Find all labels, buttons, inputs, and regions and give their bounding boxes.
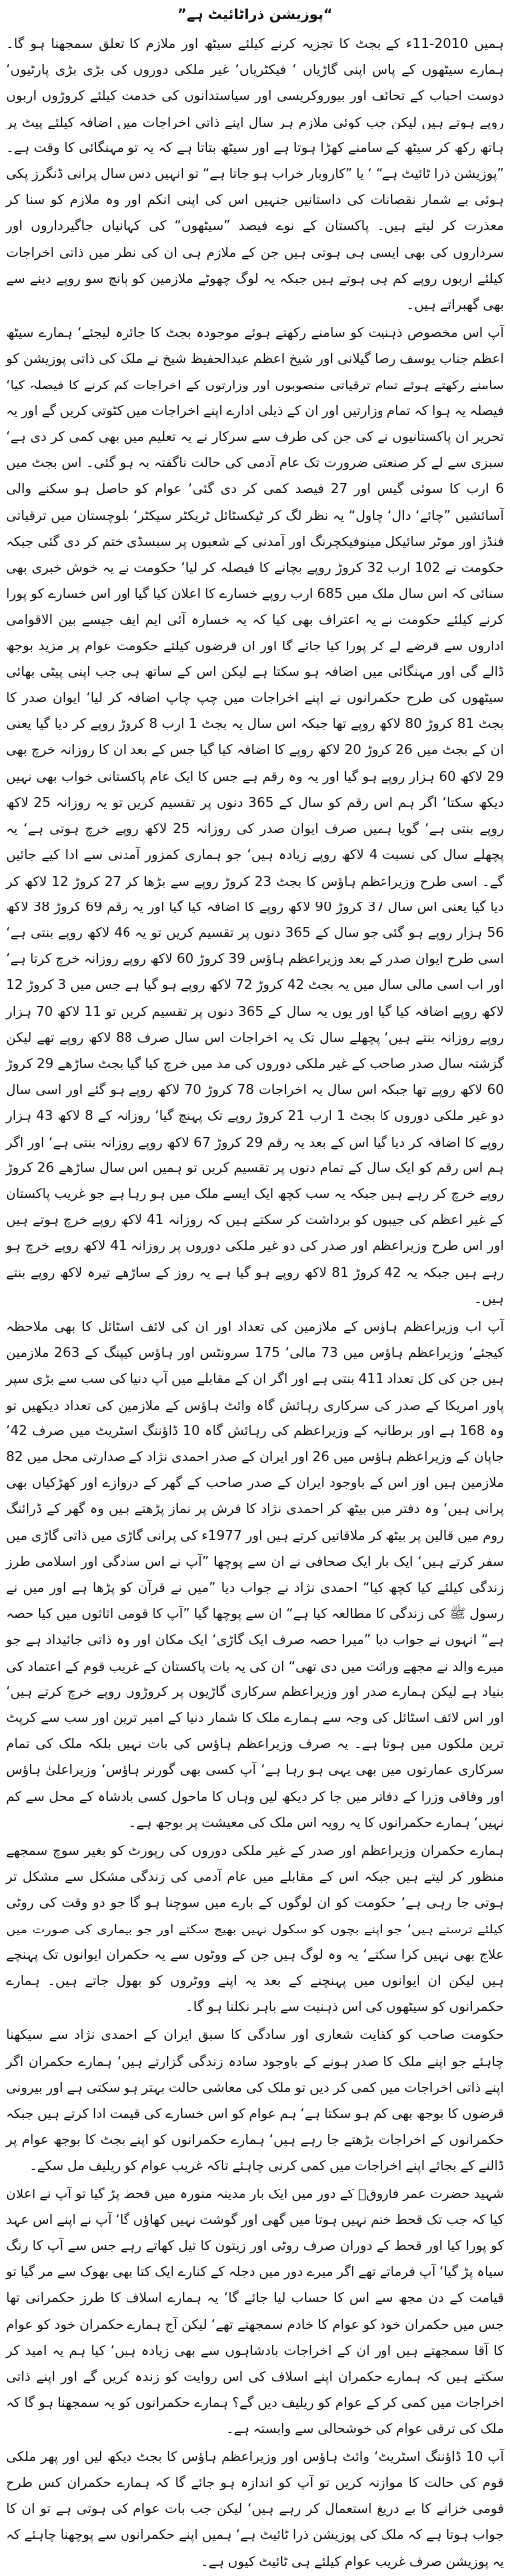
article-paragraph: شہید حضرت عمر فاروقؓ کے دور میں ایک بار مدینہ منورہ میں قحط پڑ گیا تو آپ نے اعلان کیا کہ جب تک قحط ختم نہیں ہوتا میں گھی اور گوشت نہیں کھاؤں گا‘ آپ نے اپنے اس عہد کو پورا کیا اور قحط کے دوران صرف روٹی اور زیتون کا تیل کھاتے رہے جس سے آپ کا رنگ سیاہ پڑ گیا‘ آپ فرماتے تھے اگر میرے دور میں دجلہ کے کنارے ایک کتا بھی بھوک سے مر گیا تو قیامت کے دن مجھ سے اس کا حساب لیا جائے گا‘ یہ ہمارے اسلاف کا طرز حکمرانی تھا جس میں حکمران خود کو عوام کا خادم سمجھتے تھے‘ لیکن آج ہمارے حکمران خود کو عوام کا آقا سمجھتے ہیں اور ان کے اخراجات بادشاہوں سے بھی زیادہ ہیں‘ کیا ہم یہ امید کر سکتے ہیں کہ ہمارے حکمران اپنے اسلاف کی اس روایت کو زندہ کریں گے اور اپنے ذاتی اخراجات میں کمی کر کے عوام کو ریلیف دیں گے؟ ہمارے حکمرانوں کو یہ سمجھنا ہو گا کہ ملک کی ترقی عوام کی خوشحالی سے وابستہ ہے۔ bbox=[6, 2187, 504, 2438]
article-paragraph: آپ 10 ڈاؤننگ اسٹریٹ‘ وائٹ ہاؤس اور وزیراعظم ہاؤس کا بجٹ دیکھ لیں اور پھر ملکی قوم کی حالت کا موازنہ کریں تو آپ کو اندازہ ہو جائے گا کہ ہمارے حکمران کس طرح قومی خزانے کا بے دریغ استعمال کر رہے ہیں‘ لیکن جب بات عوام کی ہوتی ہے تو ان کا جواب ہوتا ہے کہ ملک کی پوزیشن ذرا ٹائیٹ ہے‘ ہمیں اپنے حکمرانوں سے پوچھنا چاہئے کہ یہ پوزیشن صرف غریب عوام کیلئے ہی ٹائیٹ کیوں ہے۔ bbox=[6, 2449, 504, 2570]
article-paragraph: ہمارے حکمران وزیراعظم اور صدر کے غیر ملکی دوروں کی رپورٹ کو بغیر سوچ سمجھے منظور کر لیتے ہیں جبکہ اس کے مقابلے میں عام آدمی کی زندگی مشکل سے مشکل تر ہوتی جا رہی ہے‘ حکومت کو ان لوگوں کے بارے میں سوچنا ہو گا جو دو وقت کی روٹی کیلئے ترستے ہیں‘ جو اپنے بچوں کو سکول نہیں بھیج سکتے اور جو بیماری کی صورت میں علاج بھی نہیں کرا سکتے‘ یہ وہ لوگ ہیں جن کے ووٹوں سے یہ حکمران ایوانوں تک پہنچے ہیں لیکن ان ایوانوں میں پہنچنے کے بعد یہ اپنے ووٹروں کو بھول جاتے ہیں۔ ہمارے حکمرانوں کو سیٹھوں کی اس ذہنیت سے باہر نکلنا ہو گا۔ bbox=[6, 1844, 504, 2016]
article-headline: “پوزیشن ذراٹائیٹ ہے” bbox=[177, 7, 333, 23]
article-paragraph: آپ اب وزیراعظم ہاؤس کے ملازمین کی تعداد اور ان کی لائف اسٹائل کا بھی ملاحظہ کیجئے‘ وزیراعظم ہاؤس میں 73 مالی‘ 175 سرونٹس اور ہاؤس کیپنگ کے 263 ملازمین ہیں جن کی کل تعداد 411 بنتی ہے اور اگر ان کے مقابلے میں آپ دنیا کی سب سے بڑی سپر پاور امریکا کے صدر کی سرکاری رہائش گاہ وائٹ ہاؤس کے ملازمین کی تعداد دیکھیں تو وہ 168 ہے اور برطانیہ کے وزیراعظم کی رہائش گاہ 10 ڈاؤننگ اسٹریٹ میں صرف 42‘ جاپان کے وزیراعظم ہاؤس میں 26 اور ایران کے صدر احمدی نژاد کے صدارتی محل میں 82 ملازمین ہیں اور اس کے باوجود ایران کے صدر صاحب کے گھر کے دروازے اور کھڑکیاں بھی پرانی ہیں‘ وہ دفتر میں بیٹھ کر احمدی نژاد کا فرش پر نماز پڑھتے ہیں وہ گھر کے ڈرائنگ روم میں قالین پر بیٹھ کر ملاقاتیں کرتے ہیں اور 1977ء کی پرانی گاڑی میں ذاتی گاڑی میں سفر کرتے ہیں‘ ایک بار ایک صحافی نے ان سے پوچھا ”آپ نے اس سادگی اور اسلامی طرز زندگی کیلئے کیا کچھ کیا“ احمدی نژاد نے جواب دیا ”میں نے قرآن کو پڑھا ہے اور میں نے رسول ﷺ کی زندگی کا مطالعہ کیا ہے“ ان سے پوچھا گیا ”آپ کا قومی اثاثوں میں کیا حصہ ہے“ انہوں نے جواب دیا ”میرا حصہ صرف ایک گاڑی‘ ایک مکان اور وہ ذاتی جائیداد ہے جو میرے والد نے مجھے وراثت میں دی تھی“ ان کی یہ بات پاکستان کے غریب قوم کے اعتماد کی بنیاد ہے لیکن ہمارے صدر اور وزیراعظم سرکاری گاڑیوں پر کروڑوں روپے خرچ کرتے ہیں‘ اور اس لائف اسٹائل کی وجہ سے ہمارے ملک کا شمار دنیا کے امیر ترین اور سب سے کرپٹ ترین ملکوں میں ہوتا ہے۔ یہ صرف وزیراعظم ہاؤس کی بات نہیں بلکہ ملک کی تمام سرکاری عمارتوں میں بھی یہی ہو رہا ہے‘ آپ کسی بھی گورنر ہاؤس‘ وزیراعلیٰ ہاؤس اور وفاقی وزرا کے دفاتر میں جا کر دیکھ لیں وہاں کا ماحول کسی بادشاہ کے محل سے کم نہیں‘ ہمارے حکمرانوں کا یہ رویہ اس ملک کی معیشت پر بوجھ ہے۔ bbox=[6, 1319, 505, 1831]
article-paragraph: ہمیں 2010-11ء کے بجٹ کا تجزیہ کرنے کیلئے سیٹھ اور ملازم کا تعلق سمجھنا ہو گا۔ہمارے سیٹھوں کے پاس اپنی گاڑیاں ‘ فیکٹریاں‘ غیر ملکی دوروں کی بڑی بڑی پارٹیوں‘ دوست احباب کے تحائف اور بیوروکریسی اور سیاستدانوں کی خدمت کیلئے کروڑوں اربوں روپے ہوتے ہیں لیکن جب کوئی ملازم ہر سال اپنے ذاتی اخراجات میں اضافہ کیلئے پیٹ پر ہاتھ رکھ کر سیٹھ کے سامنے کھڑا ہوتا ہے اور سیٹھ بتاتا ہے کہ یہ تو مہنگائی کا وقت ہے۔ ”پوزیشن ذرا ٹائیٹ ہے“ ‘ یا ”کاروبار خراب ہو جاتا ہے“ تو انہیں دس سال پرانی ڈنگرز پکی ہوئی بے شمار نقصانات کی داستانیں جنہیں اس کی اپنی انکم اور وہ ملازم کو سنا کر معذرت کر لیتے ہیں۔ پاکستان کے نوے فیصد ”سیٹھوں“ کی کہانیاں جاگیرداروں اور سرداروں کی بھی ایسی ہی ہوتی ہیں جن کے ملازم ہی ان کی نظر میں ذاتی اخراجات کیلئے اربوں روپے کم ہی ہوتے ہیں جبکہ یہ لوگ چھوٹے ملازمین کو پانچ سو روپے دینے سے بھی گھبراتے ہیں۔ bbox=[6, 37, 505, 314]
article-paragraph: حکومت صاحب کو کفایت شعاری اور سادگی کا سبق ایران کے احمدی نژاد سے سیکھنا چاہئے جو اپنے ملک کا صدر ہونے کے باوجود سادہ زندگی گزارتے ہیں‘ ہمارے حکمران اگر اپنے ذاتی اخراجات میں کمی کر دیں تو ملک کی معاشی حالت بہتر ہو سکتی ہے اور بیرونی قرضوں کا بوجھ بھی کم ہو سکتا ہے‘ ہم عوام کو اس خسارے کی قیمت ادا کرتے ہیں جبکہ حکمرانوں کے اخراجات بڑھتے جا رہے ہیں‘ ہمارے حکمرانوں کو اپنے بجٹ کا بوجھ عوام پر ڈالنے کے بجائے اپنے اخراجات میں کمی کرنی چاہئے تاکہ غریب عوام کو ریلیف مل سکے۔ bbox=[6, 2028, 504, 2175]
article-paragraph: آپ اس مخصوص ذہنیت کو سامنے رکھتے ہوئے موجودہ بجٹ کا جائزہ لیجئے‘ ہمارے سیٹھ اعظم جناب یوسف رضا گیلانی اور شیخ اعظم عبدالحفیظ شیخ نے ملک کی ذاتی پوزیشن کو سامنے رکھتے ہوئے تمام ترقیاتی منصوبوں اور وزارتوں کے اخراجات کم کرنے کا فیصلہ کیا‘ فیصلہ یہ ہوا کہ تمام وزارتیں اور ان کے ذیلی ادارے اپنے اخراجات میں کٹوتی کریں گے اور یہ تحریر ان پاکستانیوں نے کی جن کی طرف سے سرکار نے یہ تعلیم میں بھی کمی کر دی ہے‘ سبزی سے لے کر صنعتی ضرورت تک عام آدمی کی حالت ناگفتہ بہ ہو گئی۔ اس بجٹ میں 6 ارب کا سوئی گیس اور 27 فیصد کمی کر دی گئی‘ عوام کو حاصل ہو سکنے والی آسائشیں ”چائے‘ دال‘ چاول“ یہ نظر لگ کر ٹیکسٹائل ٹریکٹر سیکٹر‘ بلوچستان میں ترقیاتی فنڈز اور موٹر سائیکل مینوفیکچرنگ اور آمدنی کے شعبوں پر سبسڈی ختم کر دی گئی جبکہ حکومت نے 102 ارب 32 کروڑ روپے بچانے کا فیصلہ کر لیا‘ حکومت نے یہ خوش خبری بھی سنائی کہ اس سال ملک میں 685 ارب روپے خسارے کا اعلان کیا گیا اور اس خسارے کو پورا کرنے کیلئے حکومت نے یہ اعتراف بھی کیا کہ یہ خسارہ آئی ایم ایف جیسے بین الاقوامی اداروں سے قرضے لے کر پورا کیا جائے گا اور ان قرضوں کیلئے حکومت عوام پر مزید بوجھ ڈالے گی اور مہنگائی میں اضافہ ہو سکتا ہے لیکن اس کے ساتھ ہی جب اپنی پیٹی بھائی سیٹھوں کی طرح حکمرانوں نے اپنے اخراجات میں چپ چاپ اضافہ کر لیا‘ ایوان صدر کا بجٹ 81 کروڑ 80 لاکھ روپے تھا جبکہ اس سال یہ بجٹ 1 ارب 8 کروڑ روپے کر دیا گیا یعنی ان کے بجٹ میں 26 کروڑ 20 لاکھ روپے کا اضافہ کیا گیا جس کے بعد ان کا روزانہ خرچ بھی 29 لاکھ 60 ہزار روپے ہو گیا اور یہ وہ رقم ہے جس کا ایک عام پاکستانی خواب بھی نہیں دیکھ سکتا‘ اگر ہم اس رقم کو سال کے 365 دنوں پر تقسیم کریں تو یہ روزانہ 25 لاکھ روپے بنتی ہے‘ گویا ہمیں صرف ایوان صدر کی روزانہ 25 لاکھ روپے خرچ ہوتی ہے‘ یہ پچھلے سال کی نسبت 4 لاکھ روپے زیادہ ہیں‘ جو ہماری کمزور آمدنی سے ادا کیے جائیں گے۔ اسی طرح وزیراعظم ہاؤس کا بجٹ 23 کروڑ روپے سے بڑھا کر 27 کروڑ 12 لاکھ کر دیا گیا یعنی اس سال 37 کروڑ 90 لاکھ روپے کا اضافہ کیا گیا اور یہ رقم 69 کروڑ 38 لاکھ 56 ہزار روپے ہو گئی جو سال کے 365 دنوں پر تقسیم کریں تو یہ 46 لاکھ روپے بنتی ہے‘ اسی طرح ایوان صدر کے بعد وزیراعظم ہاؤس 39 کروڑ 60 لاکھ روپے روزانہ خرچ کرتا ہے‘ اور اب اسی مالی سال میں یہ بجٹ 42 کروڑ 72 لاکھ روپے ہو گیا ہے جس میں 3 کروڑ 12 لاکھ روپے اضافہ کیا گیا اور یوں یہ سال کے 365 دنوں پر تقسیم کریں تو 11 لاکھ 70 ہزار روپے روزانہ بنتے ہیں‘ پچھلے سال تک یہ اخراجات اس سال صرف 88 لاکھ روپے تھے لیکن گزشتہ سال صدر صاحب کے غیر ملکی دوروں کی مد میں خرچ کیا گیا بجٹ ساڑھے 29 کروڑ 60 لاکھ روپے تھا جبکہ اس سال یہ اخراجات 78 کروڑ 70 لاکھ روپے ہو گئے اور اسی سال دو غیر ملکی دوروں کا بجٹ 1 ارب 21 کروڑ روپے تک پہنچ گیا‘ روزانہ کے 8 لاکھ 43 ہزار روپے کا اضافہ کر دیا گیا اس کے بعد یہ رقم 29 کروڑ 67 لاکھ روپے روزانہ بنتی ہے‘ اور اگر ہم اس رقم کو ایک سال کے تمام دنوں پر تقسیم کریں تو ہمیں اس سال ساڑھے 26 کروڑ روپے خرچ کر رہے ہیں جبکہ یہ سب کچھ ایک ایسے ملک میں ہو رہا ہے جو غریب پاکستان کے غیر اعظم کی جیبوں کو برداشت کر سکتے ہیں کہ روزانہ 41 لاکھ روپے خرچ ہوتے ہیں اور اس طرح وزیراعظم اور صدر کی دو غیر ملکی دوروں پر روزانہ 41 لاکھ روپے خرچ ہو رہے ہیں جبکہ یہ 42 کروڑ 81 لاکھ روپے ہو گیا ہے یہ روز کے ساڑھے تیرہ لاکھ روپے بنتے ہیں۔ bbox=[6, 326, 505, 1307]
